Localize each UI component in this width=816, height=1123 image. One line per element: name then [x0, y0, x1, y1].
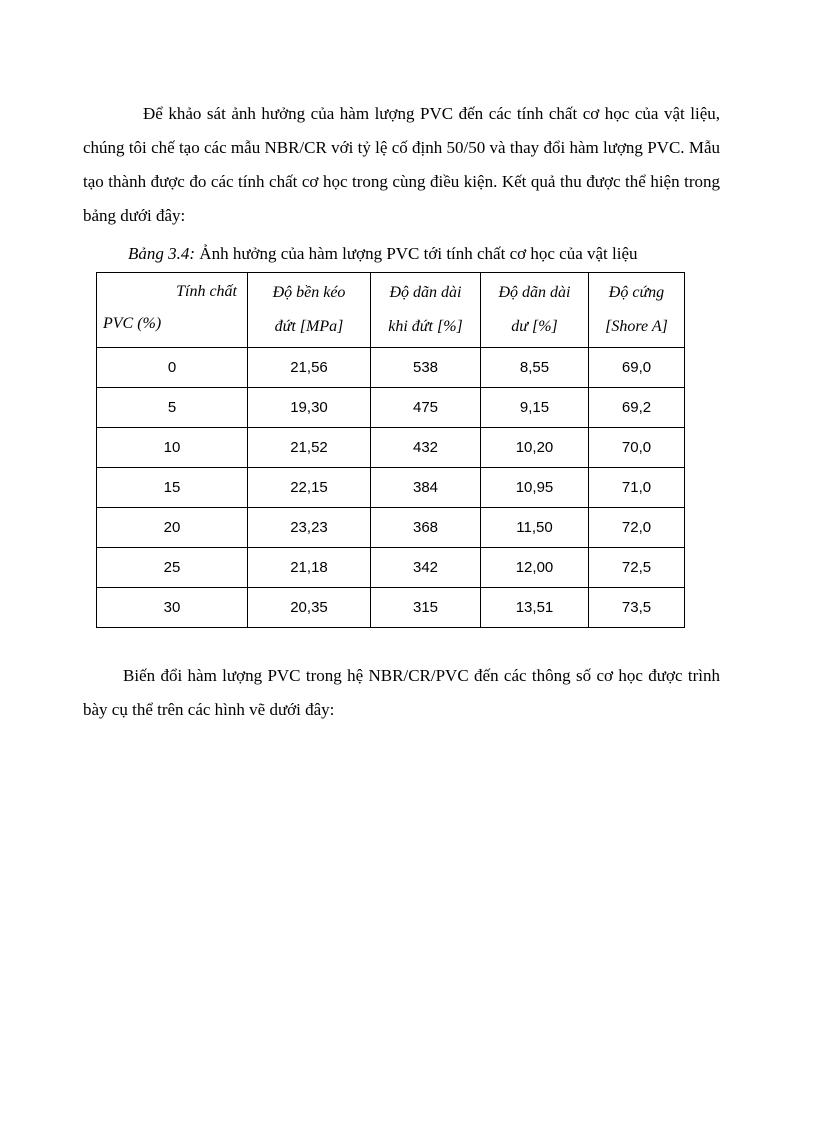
header-line: khi đứt [%] [388, 318, 463, 335]
closing-paragraph: Biến đổi hàm lượng PVC trong hệ NBR/CR/PVC đến các thông số cơ học được trình bày cụ thể trên các hình vẽ dưới đây: [83, 666, 720, 719]
cell-elongation: 368 [371, 508, 481, 548]
cell-hardness: 72,0 [589, 508, 685, 548]
intro-paragraph: Để khảo sát ảnh hưởng của hàm lượng PVC đến các tính chất cơ học của vật liệu, chúng tôi chế tạo các mẫu NBR/CR với tỷ lệ cố định 50/50 và thay đổi hàm lượng PVC. Mẫu tạo thành được đo các tính chất cơ học trong cùng điều kiện. Kết quả thu được thể hiện trong bảng dưới đây: [83, 104, 720, 225]
table-row [97, 388, 685, 428]
cell-pvc: 20 [97, 508, 248, 548]
cell-tensile: 21,18 [248, 548, 371, 588]
cell-elongation: 384 [371, 468, 481, 508]
cell-pvc: 10 [97, 428, 248, 468]
cell-residual: 13,51 [481, 588, 589, 628]
cell-residual: 10,20 [481, 428, 589, 468]
cell-pvc: 5 [97, 388, 248, 428]
cell-tensile: 20,35 [248, 588, 371, 628]
table-body [97, 348, 685, 628]
cell-elongation: 315 [371, 588, 481, 628]
header-line: dư [%] [511, 318, 558, 335]
cell-elongation: 342 [371, 548, 481, 588]
cell-tensile: 22,15 [248, 468, 371, 508]
mechanical-properties-table [96, 272, 685, 628]
cell-tensile: 21,52 [248, 428, 371, 468]
cell-hardness: 72,5 [589, 548, 685, 588]
header-line: Độ dãn dài [389, 284, 462, 301]
cell-hardness: 73,5 [589, 588, 685, 628]
table-header [97, 273, 685, 348]
cell-elongation: 538 [371, 348, 481, 388]
cell-hardness: 69,0 [589, 348, 685, 388]
cell-elongation: 475 [371, 388, 481, 428]
cell-pvc: 0 [97, 348, 248, 388]
header-corner-bottom: PVC (%) [103, 315, 162, 332]
table-caption-text: Ảnh hưởng của hàm lượng PVC tới tính chất cơ học của vật liệu [195, 244, 638, 263]
cell-residual: 10,95 [481, 468, 589, 508]
cell-residual: 12,00 [481, 548, 589, 588]
header-tensile-strength [248, 273, 371, 348]
cell-residual: 8,55 [481, 348, 589, 388]
header-corner-top: Tính chất [176, 283, 237, 300]
table-row [97, 348, 685, 388]
cell-residual: 11,50 [481, 508, 589, 548]
table-header-row [97, 273, 685, 348]
cell-pvc: 30 [97, 588, 248, 628]
header-line: [Shore A] [605, 318, 668, 335]
header-hardness [589, 273, 685, 348]
cell-hardness: 69,2 [589, 388, 685, 428]
table-row [97, 428, 685, 468]
header-line: Độ dãn dài [498, 284, 571, 301]
cell-hardness: 70,0 [589, 428, 685, 468]
table-row [97, 468, 685, 508]
header-line: Độ cứng [608, 284, 665, 301]
cell-tensile: 19,30 [248, 388, 371, 428]
cell-pvc: 15 [97, 468, 248, 508]
table-caption [128, 239, 728, 269]
header-line: đứt [MPa] [274, 318, 344, 335]
cell-residual: 9,15 [481, 388, 589, 428]
table-caption-label: Bảng 3.4: [128, 244, 196, 263]
cell-tensile: 21,56 [248, 348, 371, 388]
header-line: Độ bền kéo [272, 284, 346, 301]
cell-pvc: 25 [97, 548, 248, 588]
table-row [97, 508, 685, 548]
cell-elongation: 432 [371, 428, 481, 468]
header-corner-cell [97, 273, 248, 348]
cell-tensile: 23,23 [248, 508, 371, 548]
table-row [97, 548, 685, 588]
header-residual-elongation [481, 273, 589, 348]
cell-hardness: 71,0 [589, 468, 685, 508]
header-elongation-at-break [371, 273, 481, 348]
table-row [97, 588, 685, 628]
